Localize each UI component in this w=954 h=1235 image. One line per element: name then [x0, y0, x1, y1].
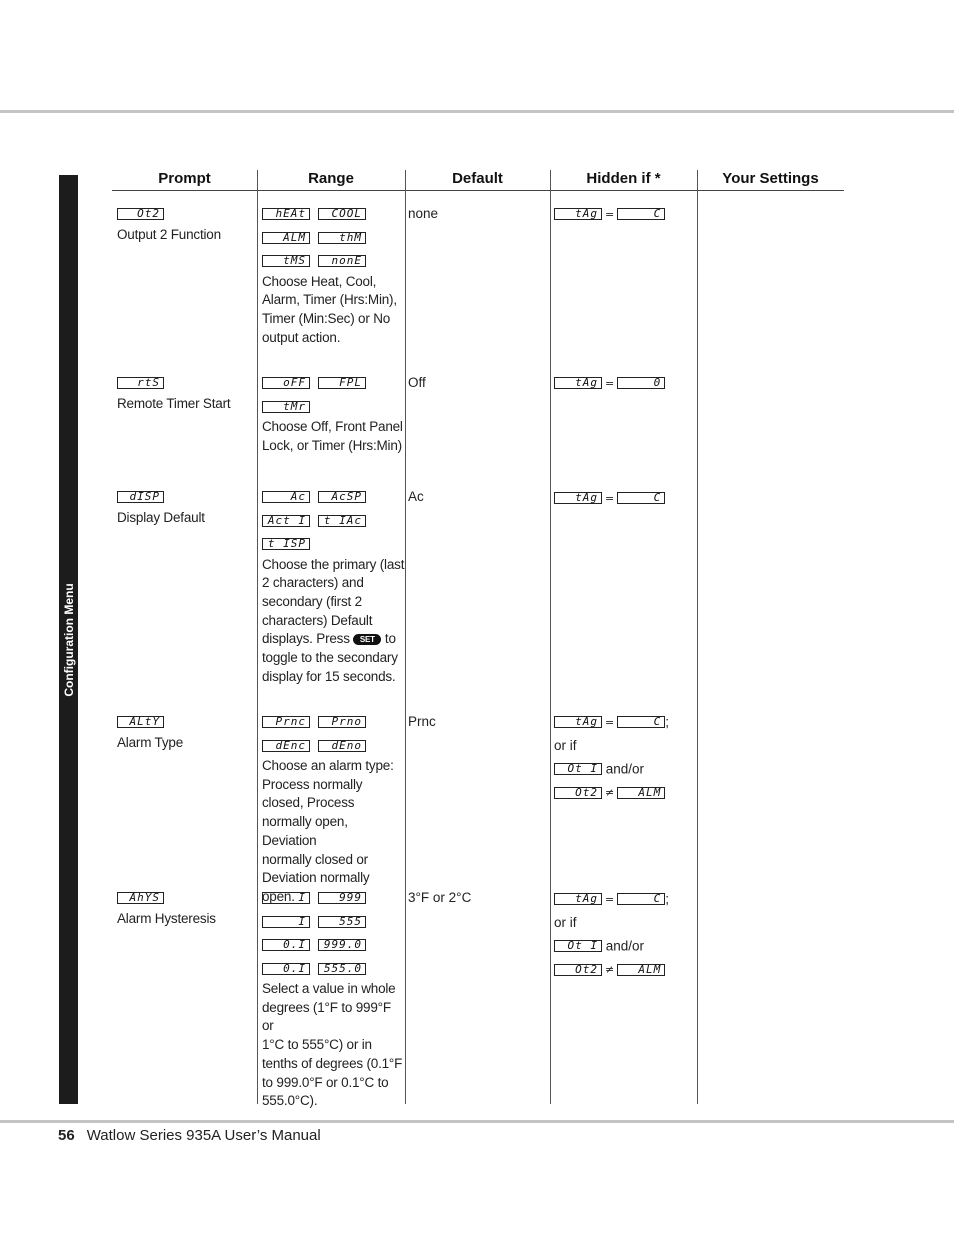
- prompt-cell: [117, 710, 252, 752]
- lcd-code: dEno: [318, 740, 366, 752]
- lcd-code: tAg: [554, 208, 602, 220]
- header-default: Default: [452, 170, 503, 187]
- lcd-code: ALM: [617, 787, 665, 799]
- section-side-tab: [59, 175, 78, 1104]
- lcd-code: AhYS: [117, 892, 164, 904]
- condition-text: and/or: [605, 938, 645, 954]
- lcd-code: Ot I: [554, 940, 602, 952]
- lcd-code: 0.I: [262, 939, 310, 951]
- default-cell: [408, 371, 426, 395]
- lcd-code: t ISP: [262, 538, 310, 550]
- header-prompt: Prompt: [158, 170, 211, 187]
- text-line: Choose an alarm type:: [262, 758, 394, 773]
- text-line: [262, 630, 405, 649]
- prompt-cell: [117, 202, 252, 244]
- default-value: Off: [408, 375, 426, 390]
- operator: =: [605, 376, 615, 390]
- header-your-settings: Your Settings: [722, 170, 819, 187]
- lcd-code: tMS: [262, 255, 310, 267]
- prompt-cell: [117, 485, 252, 527]
- prompt-cell: [117, 371, 252, 413]
- prompt-label: Display Default: [117, 509, 205, 525]
- range-cell: [262, 202, 405, 347]
- lcd-code: tMr: [262, 401, 310, 413]
- lcd-code: C: [617, 716, 665, 728]
- column-divider: [550, 170, 551, 1104]
- range-cell: [262, 886, 405, 1111]
- lcd-code: rtS: [117, 377, 164, 389]
- text-line: 555.0°C).: [262, 1093, 318, 1109]
- prompt-label: Alarm Hysteresis: [117, 910, 216, 926]
- operator: ≠: [605, 786, 615, 800]
- lcd-code: 555.0: [318, 963, 366, 975]
- text-line: Timer (Min:Sec) or No: [262, 310, 391, 326]
- set-key-icon: SET: [353, 634, 381, 645]
- lcd-code: Prnc: [262, 716, 310, 728]
- lcd-code: Ac: [262, 491, 310, 503]
- text-line: 2 characters) and: [262, 575, 364, 591]
- text-line: normally closed or: [262, 851, 368, 867]
- lcd-code: t IAc: [318, 515, 366, 527]
- range-cell: [262, 485, 405, 686]
- text-line: tenths of degrees (0.1°F: [262, 1055, 403, 1071]
- text-line: characters) Default: [262, 612, 373, 628]
- lcd-code: C: [617, 893, 665, 905]
- range-cell: [262, 371, 405, 455]
- page-number: 56: [58, 1127, 75, 1144]
- text-line: Lock, or Timer (Hrs:Min): [262, 437, 402, 453]
- lcd-code: ALM: [617, 964, 665, 976]
- default-value: 3°F or 2°C: [408, 890, 472, 905]
- lcd-code: 999.0: [318, 939, 366, 951]
- text-fragment: displays. Press: [262, 631, 350, 647]
- operator: ≠: [605, 963, 615, 977]
- range-cell: [262, 710, 405, 907]
- lcd-code: tAg: [554, 716, 602, 728]
- lcd-code: tAg: [554, 377, 602, 389]
- lcd-code: AcSP: [318, 491, 366, 503]
- lcd-code: dISP: [117, 491, 164, 503]
- lcd-code: Ot I: [554, 763, 602, 775]
- lcd-code: dEnc: [262, 740, 310, 752]
- condition-text: and/or: [605, 761, 645, 777]
- manual-title: Watlow Series 935A User’s Manual: [86, 1127, 321, 1144]
- bottom-rule: [0, 1120, 954, 1123]
- condition-text: or if: [554, 914, 577, 930]
- lcd-code: tAg: [554, 492, 602, 504]
- range-description: [262, 556, 405, 687]
- lcd-code: C: [617, 492, 665, 504]
- hidden-cell: [554, 486, 696, 510]
- default-cell: [408, 202, 438, 226]
- text-line: normally open, Deviation: [262, 814, 348, 848]
- lcd-code: thM: [318, 232, 366, 244]
- lcd-code: Prno: [318, 716, 366, 728]
- lcd-code: ALtY: [117, 716, 164, 728]
- header-hidden-if: Hidden if *: [586, 170, 661, 187]
- prompt-cell: [117, 886, 252, 928]
- operator: =: [605, 491, 615, 505]
- side-tab-label: Configuration Menu: [61, 582, 76, 697]
- column-divider: [405, 170, 406, 1104]
- lcd-code: Ot2: [117, 208, 164, 220]
- lcd-code: tAg: [554, 893, 602, 905]
- lcd-code: 0: [617, 377, 665, 389]
- operator: =: [605, 207, 615, 221]
- lcd-code: Ot2: [554, 964, 602, 976]
- lcd-code: I: [262, 916, 310, 928]
- text-line: Alarm, Timer (Hrs:Min),: [262, 292, 397, 308]
- default-value: Ac: [408, 489, 424, 504]
- lcd-code: oFF: [262, 377, 310, 389]
- text-line: Process normally: [262, 776, 363, 792]
- lcd-code: nonE: [318, 255, 366, 267]
- condition-separator: ;: [665, 714, 669, 730]
- text-line: toggle to the secondary: [262, 650, 398, 666]
- text-line: degrees (1°F to 999°F or: [262, 999, 391, 1034]
- column-divider: [257, 170, 258, 1104]
- hidden-cell: [554, 202, 696, 226]
- lcd-code: 555: [318, 916, 366, 928]
- text-line: display for 15 seconds.: [262, 668, 396, 684]
- text-line: to 999.0°F or 0.1°C to: [262, 1074, 389, 1090]
- text-line: Choose the primary (last: [262, 556, 405, 572]
- operator: =: [605, 715, 615, 729]
- text-line: Select a value in whole: [262, 981, 396, 996]
- condition-separator: ;: [665, 891, 669, 907]
- hidden-cell: [554, 371, 696, 395]
- prompt-label: Remote Timer Start: [117, 395, 231, 411]
- default-cell: [408, 485, 424, 509]
- text-line: closed, Process: [262, 795, 355, 811]
- lcd-code: I: [262, 892, 310, 904]
- text-line: Choose Heat, Cool,: [262, 273, 377, 289]
- range-description: [262, 273, 405, 348]
- text-line: Deviation normally open.: [262, 870, 370, 904]
- lcd-code: Ot2: [554, 787, 602, 799]
- column-divider: [697, 170, 698, 1104]
- text-line: Choose Off, Front Panel: [262, 419, 403, 434]
- page-footer: [58, 1127, 321, 1144]
- lcd-code: FPL: [318, 377, 366, 389]
- header-rule: [112, 190, 844, 191]
- default-value: Prnc: [408, 714, 436, 729]
- default-cell: [408, 710, 436, 734]
- lcd-code: 999: [318, 892, 366, 904]
- hidden-cell: [554, 887, 696, 981]
- lcd-code: COOL: [318, 208, 366, 220]
- lcd-code: 0.I: [262, 963, 310, 975]
- text-line: 1°C to 555°C) or in: [262, 1037, 372, 1053]
- text-line: secondary (first 2: [262, 593, 362, 609]
- operator: =: [605, 892, 615, 906]
- header-range: Range: [308, 170, 354, 187]
- text-line: output action.: [262, 329, 341, 345]
- lcd-code: hEAt: [262, 208, 310, 220]
- lcd-code: ALM: [262, 232, 310, 244]
- hidden-cell: [554, 710, 696, 804]
- condition-text: or if: [554, 737, 577, 753]
- range-description: [262, 757, 405, 907]
- top-rule: [0, 110, 954, 113]
- default-value: none: [408, 206, 439, 221]
- default-cell: [408, 886, 471, 910]
- lcd-code: C: [617, 208, 665, 220]
- range-description: [262, 980, 405, 1111]
- lcd-code: Act I: [262, 515, 310, 527]
- prompt-label: Output 2 Function: [117, 226, 221, 242]
- text-fragment: to: [384, 631, 396, 647]
- prompt-label: Alarm Type: [117, 734, 184, 750]
- range-description: [262, 418, 405, 455]
